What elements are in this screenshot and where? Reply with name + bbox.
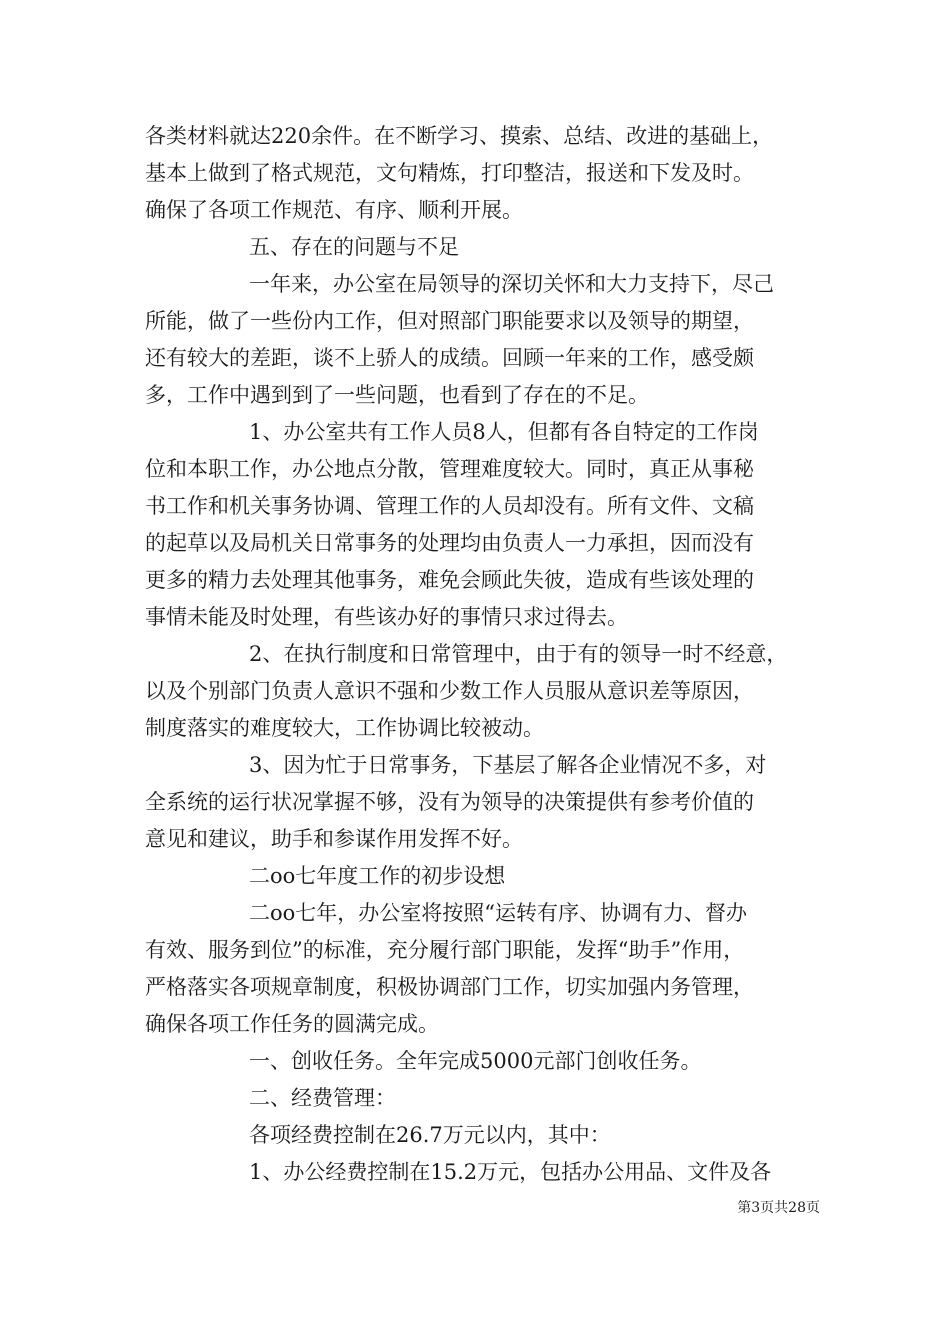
text-line: 3、因为忙于日常事务，下基层了解各企业情况不多，对 (249, 753, 767, 777)
text-line: 还有较大的差距，谈不上骄人的成绩。回顾一年来的工作，感受颇 (145, 346, 754, 370)
section-heading: 二oo七年度工作的初步设想 (249, 864, 506, 888)
text-line: 确保各项工作任务的圆满完成。 (145, 1012, 439, 1036)
text-line: 基本上做到了格式规范，文句精炼，打印整洁，报送和下发及时。 (145, 161, 754, 185)
text-line: 确保了各项工作规范、有序、顺利开展。 (145, 198, 523, 222)
text-line: 多，工作中遇到到了一些问题，也看到了存在的不足。 (145, 383, 649, 407)
section-heading: 五、存在的问题与不足 (249, 235, 459, 259)
text-line: 所能，做了一些份内工作，但对照部门职能要求以及领导的期望， (145, 309, 754, 333)
text-line: 各类材料就达220余件。在不断学习、摸索、总结、改进的基础上， (145, 124, 774, 148)
text-line: 更多的精力去处理其他事务，难免会顾此失彼，造成有些该处理的 (145, 568, 754, 592)
text-line: 一年来，办公室在局领导的深切关怀和大力支持下，尽己 (249, 272, 774, 296)
text-line: 的起草以及局机关日常事务的处理均由负责人一力承担，因而没有 (145, 531, 754, 555)
text-line: 1、办公经费控制在15.2万元，包括办公用品、文件及各 (249, 1160, 772, 1184)
text-line: 2、在执行制度和日常管理中，由于有的领导一时不经意， (249, 642, 788, 666)
text-line: 严格落实各项规章制度，积极协调部门工作，切实加强内务管理， (145, 975, 754, 999)
text-line: 1、办公室共有工作人员8人，但都有各自特定的工作岗 (249, 420, 759, 444)
text-line: 一、创收任务。全年完成5000元部门创收任务。 (249, 1049, 702, 1073)
text-line: 各项经费控制在26.7万元以内，其中： (249, 1123, 611, 1147)
text-line: 全系统的运行状况掌握不够，没有为领导的决策提供有参考价值的 (145, 790, 754, 814)
text-line: 意见和建议，助手和参谋作用发挥不好。 (145, 827, 523, 851)
document-body (145, 118, 825, 1191)
text-line: 位和本职工作，办公地点分散，管理难度较大。同时，真正从事秘 (145, 457, 754, 481)
text-line: 事情未能及时处理，有些该办好的事情只求过得去。 (145, 605, 628, 629)
text-line: 书工作和机关事务协调、管理工作的人员却没有。所有文件、文稿 (145, 494, 754, 518)
page-number: 第3页共28页 (737, 1200, 820, 1216)
text-line: 二oo七年，办公室将按照“运转有序、协调有力、督办 (249, 901, 748, 925)
section-heading: 二、经费管理： (249, 1086, 396, 1110)
text-line: 以及个别部门负责人意识不强和少数工作人员服从意识差等原因， (145, 679, 754, 703)
text-line: 制度落实的难度较大，工作协调比较被动。 (145, 716, 544, 740)
text-line: 有效、服务到位”的标准，充分履行部门职能，发挥“助手”作用， (145, 938, 745, 962)
